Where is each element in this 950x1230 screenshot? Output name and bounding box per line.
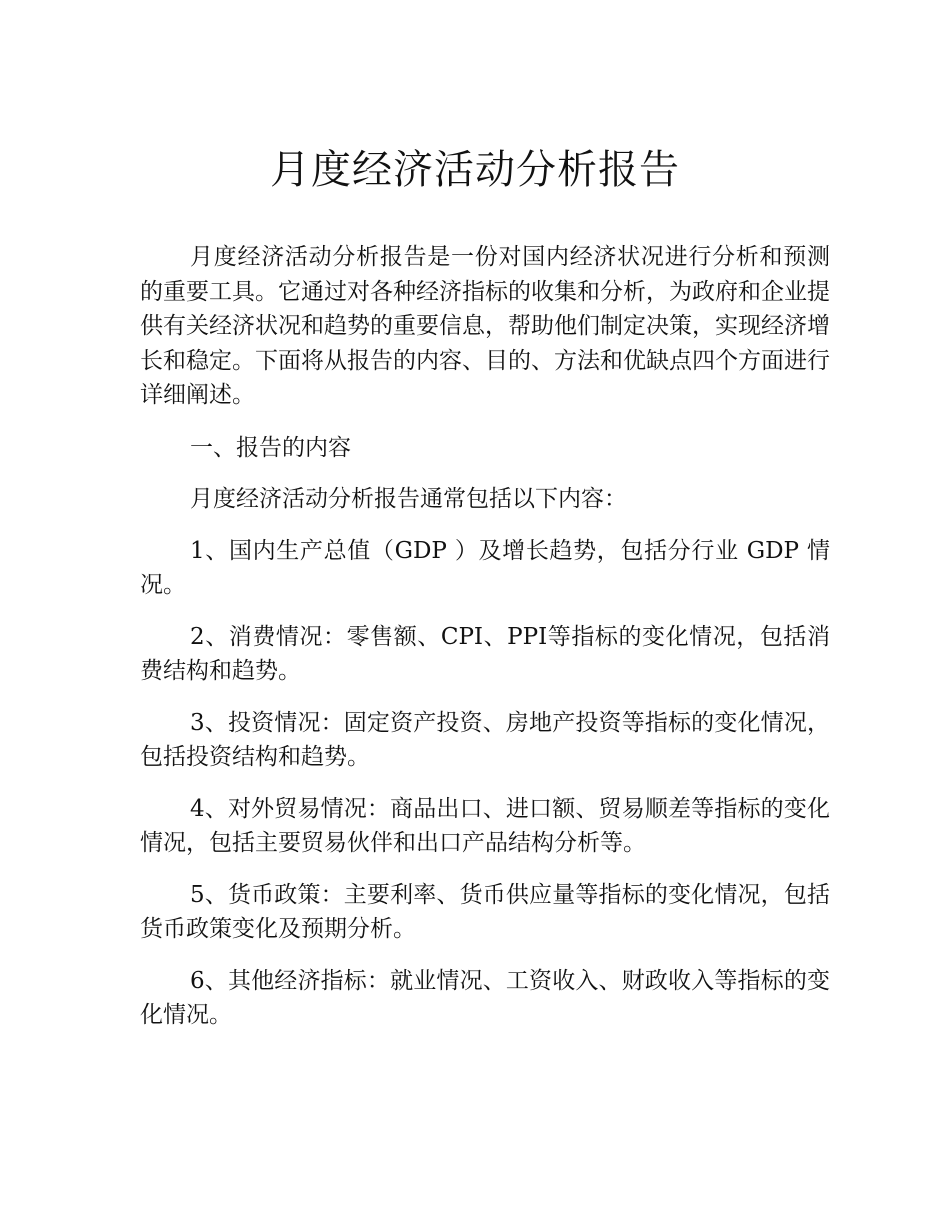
list-item-other-indicators: 6、其他经济指标：就业情况、工资收入、财政收入等指标的变化情况。	[140, 967, 830, 1028]
list-item-monetary-policy: 5、货币政策：主要利率、货币供应量等指标的变化情况，包括货币政策变化及预期分析。	[140, 881, 830, 942]
list-item-foreign-trade: 4、对外贸易情况：商品出口、进口额、贸易顺差等指标的变化情况，包括主要贸易伙伴和出口产品结构分析等。	[140, 795, 830, 856]
intro-paragraph: 月度经济活动分析报告是一份对国内经济状况进行分析和预测的重要工具。它通过对各种经济指标的收集和分析，为政府和企业提供有关经济状况和趋势的重要信息，帮助他们制定决策，实现经济增长和稳定。下面将从报告的内容、目的、方法和优缺点四个方面进行详细阐述。	[140, 244, 830, 408]
section-heading: 一、报告的内容	[190, 434, 351, 461]
list-item-gdp: 1、国内生产总值（GDP ）及增长趋势，包括分行业 GDP 情况。	[140, 537, 830, 598]
section-lead-paragraph: 月度经济活动分析报告通常包括以下内容：	[190, 486, 627, 512]
document-body	[140, 240, 830, 1050]
list-item-consumption: 2、消费情况：零售额、CPI、PPI等指标的变化情况，包括消费结构和趋势。	[140, 623, 830, 684]
list-item-investment: 3、投资情况：固定资产投资、房地产投资等指标的变化情况，包括投资结构和趋势。	[140, 709, 830, 770]
document-title: 月度经济活动分析报告	[270, 147, 680, 193]
